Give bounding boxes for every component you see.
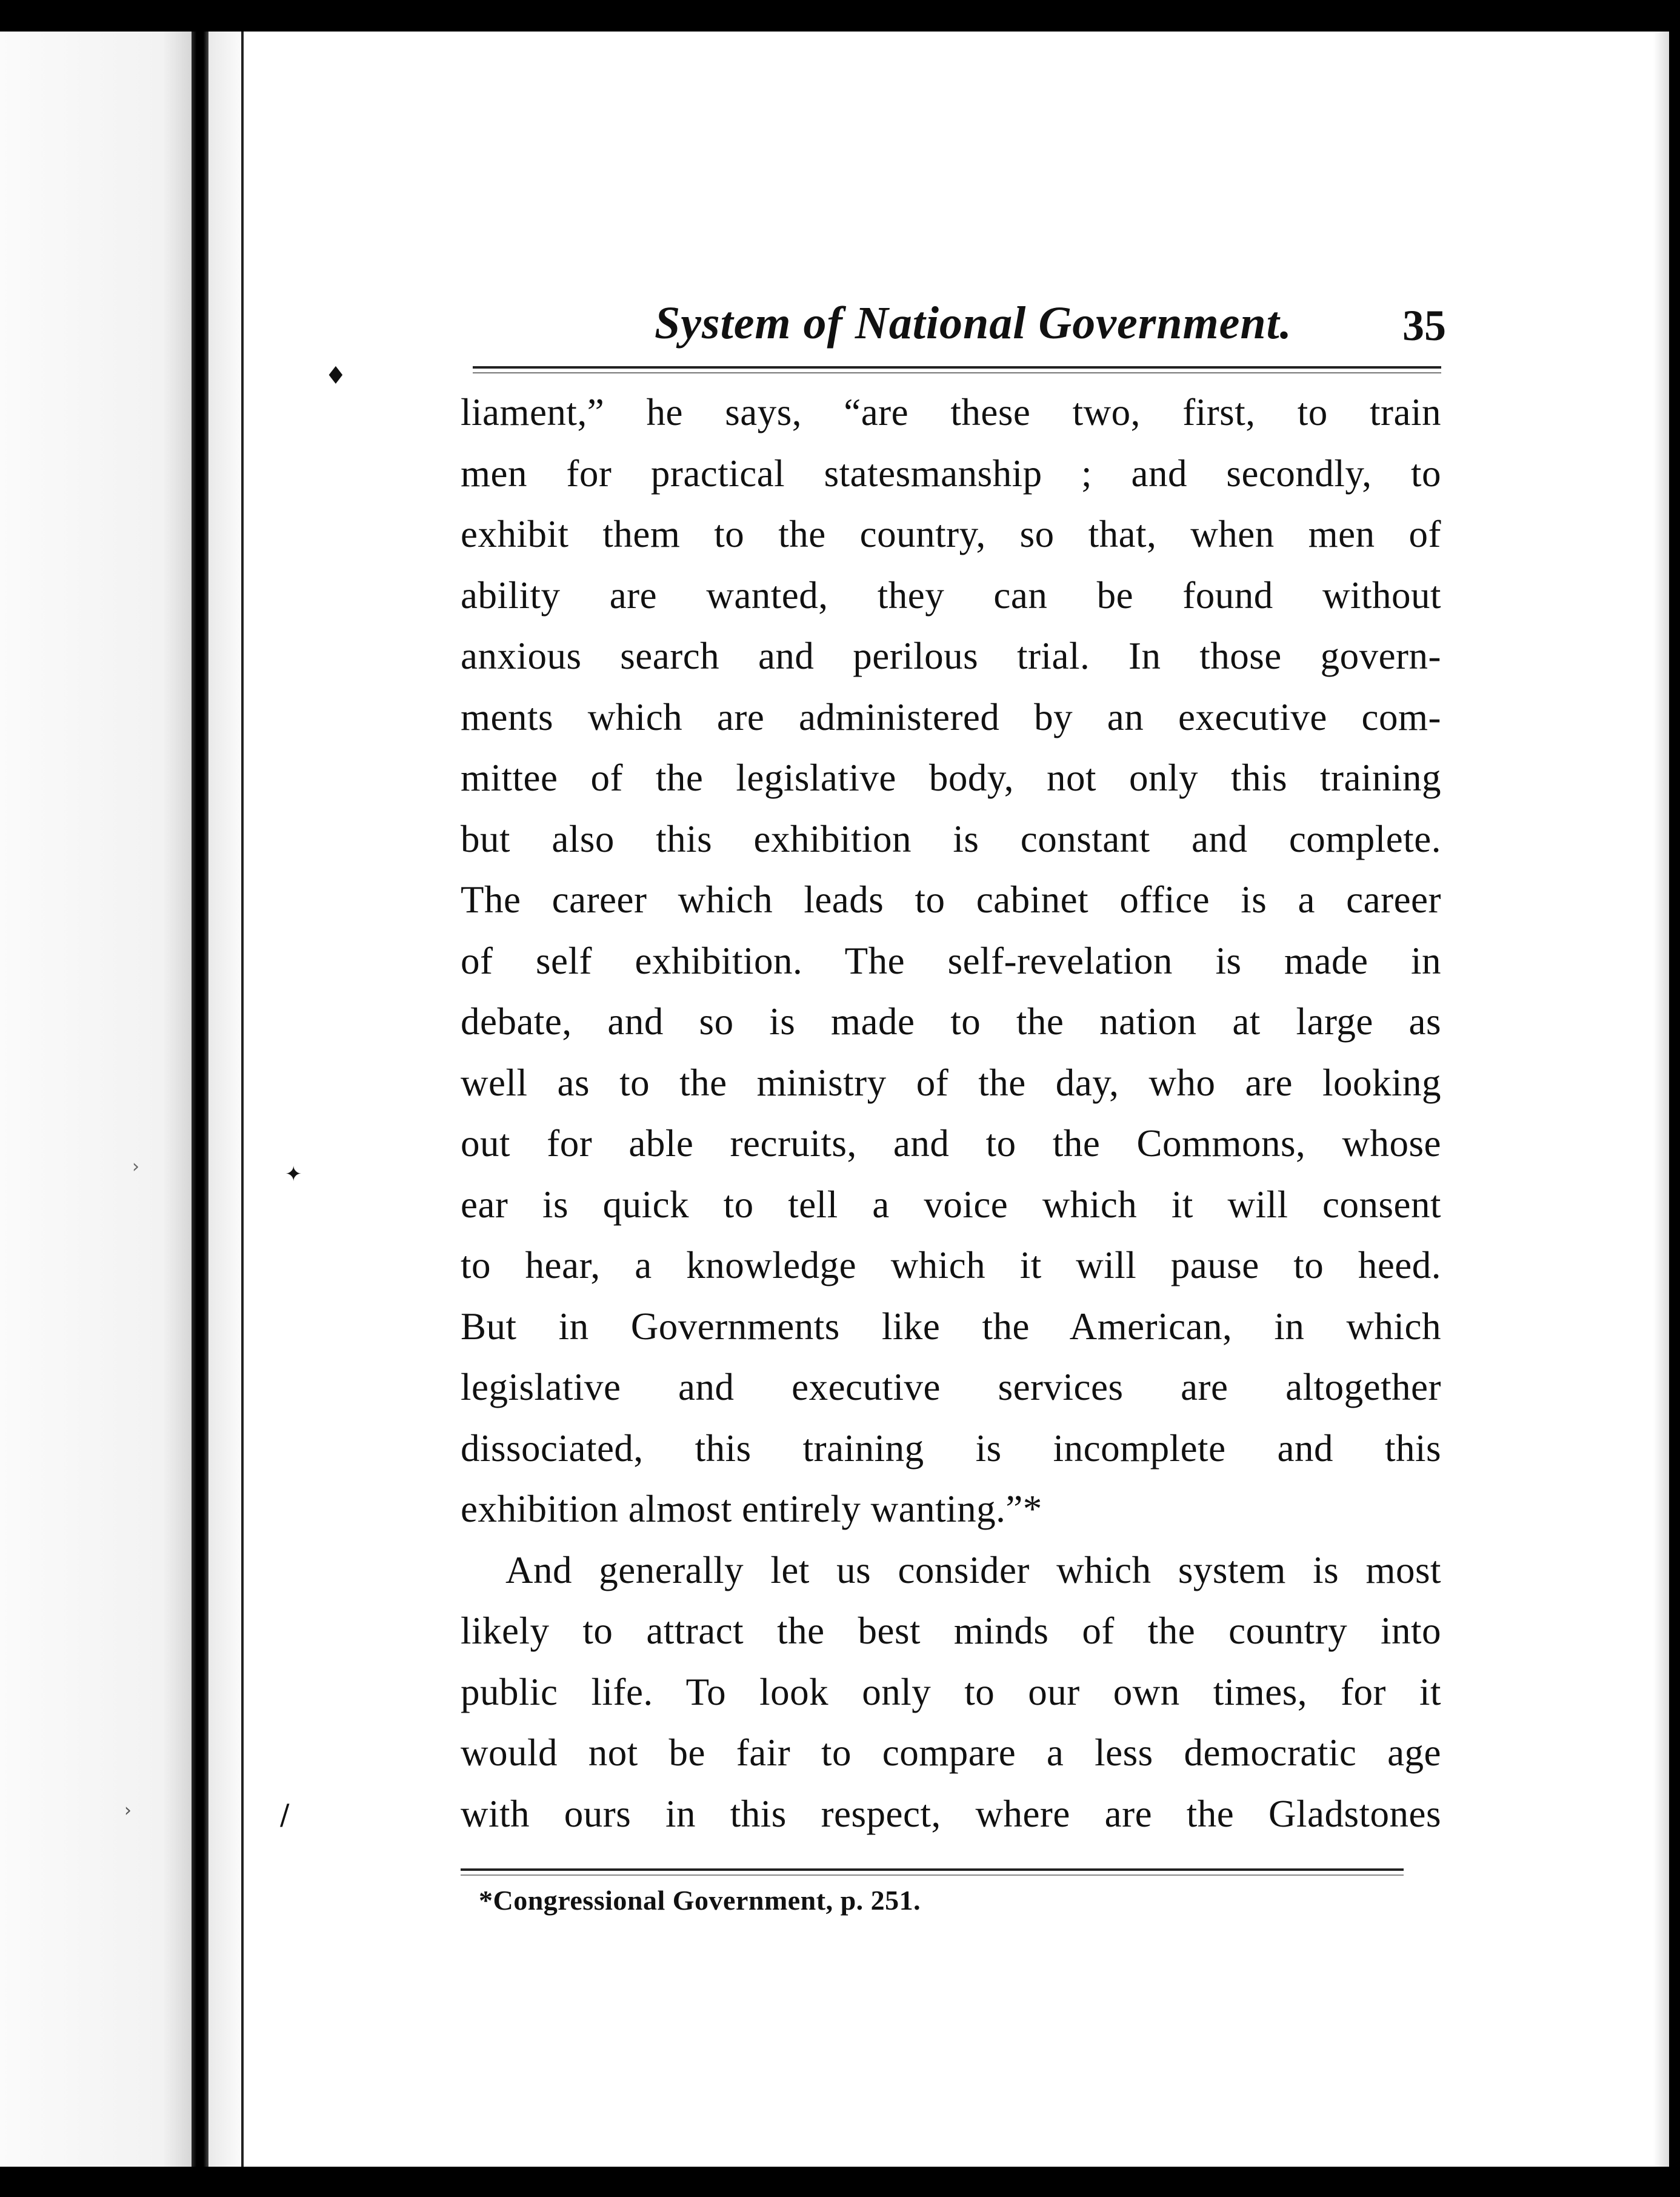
scan-border-right [1669,0,1680,2197]
text-line: of self exhibition. The self-revelation is made in [461,939,1441,982]
text-line: out for able recruits, and to the Commons, whose [461,1122,1441,1165]
scan-speck: / [280,1798,290,1831]
scan-speck: › [124,1800,132,1821]
scan-speck: ✦ [285,1162,302,1186]
footnote-rule [461,1868,1404,1871]
text-line: but also this exhibition is constant and complete. [461,817,1441,860]
right-page-edge [1653,32,1669,2167]
text-line: And generally let us consider which system is most [505,1548,1441,1591]
text-line: But in Governments like the American, in which [461,1305,1441,1348]
gutter-line [241,32,244,2167]
running-title: System of National Government. [655,298,1292,349]
scan-border-top [0,0,1680,32]
facing-page-edge [0,32,192,2167]
text-line: to hear, a knowledge which it will pause to heed. [461,1244,1441,1286]
running-head [473,291,1448,364]
text-line: ability are wanted, they can be found without [461,573,1441,617]
text-line: well as to the ministry of the day, who are looking [461,1061,1441,1104]
text-line: exhibit them to the country, so that, when men of [461,513,1441,555]
header-rule [473,366,1441,369]
page-number: 35 [1402,301,1446,350]
text-line: would not be fair to compare a less democratic age [461,1731,1441,1774]
book-gutter [192,32,208,2167]
text-line: mittee of the legislative body, not only this training [461,757,1441,799]
text-line: The career which leads to cabinet office is a career [461,878,1441,921]
scan-speck: ♦ [325,362,347,390]
text-line: ear is quick to tell a voice which it will consent [461,1183,1441,1226]
text-line: exhibition almost entirely wanting.”* [461,1488,1042,1530]
text-line: men for practical statesmanship ; and secondly, to [461,452,1441,495]
text-line: legislative and executive services are altogether [461,1366,1441,1408]
text-line: dissociated, this training is incomplete and this [461,1426,1441,1470]
text-line: anxious search and perilous trial. In those govern- [461,635,1441,677]
footnote: *Congressional Government, p. 251. [479,1885,921,1916]
body-text [461,382,1441,1844]
text-line: public life. To look only to our own times, for it [461,1670,1441,1713]
scan-border-bottom [0,2167,1680,2197]
text-line: with ours in this respect, where are the Gladstones [461,1792,1441,1835]
text-line: liament,” he says, “are these two, first, to train [461,391,1441,433]
scan-speck: › [132,1156,139,1177]
text-line: ments which are administered by an executive com- [461,695,1441,738]
text-line: likely to attract the best minds of the country into [461,1610,1441,1652]
text-line: debate, and so is made to the nation at large as [461,1000,1441,1043]
page-fold-shade [208,32,241,2167]
header-rule-thin [473,372,1441,373]
footnote-rule-thin [461,1874,1404,1876]
